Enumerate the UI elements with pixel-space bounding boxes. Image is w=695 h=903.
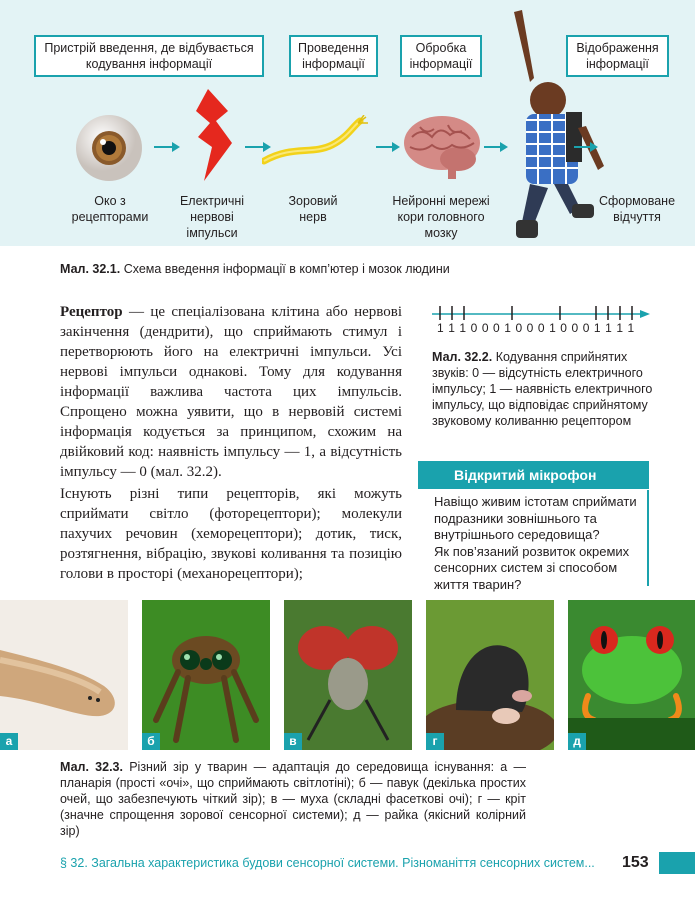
sensation-caption: Сформоване відчуття	[598, 194, 676, 224]
open-mic-title: Відкритий мікрофон	[418, 461, 649, 489]
page-number: 153	[622, 854, 649, 871]
question-1: Навіщо живим істотам сприймати подразники зовнішнього та внутрішнього середовища?	[434, 494, 637, 542]
mole-image	[426, 600, 554, 750]
display-box: Відображення інформації	[566, 35, 669, 77]
footer-section-title: § 32. Загальна характеристика будови сенсорної системи. Різноманіття сенсорних систем...	[60, 856, 595, 870]
conduct-box: Проведення інформації	[289, 35, 378, 77]
paragraph-receptor-types: Існують різні типи рецепторів, які можуть сприймати світло (фоторецептори); молекули пахучих речовин (хеморецептори); дотик, тиск, розтягнення, вібрацію, звукові коливання та позицію голови в просторі (механорецептори);	[60, 486, 402, 582]
open-mic-questions	[420, 490, 649, 592]
paragraph-receptor: Рецептор — це спеціалізована клітина або нервові закінчення (дендрити), що сприймають стимул і перетворюють його на електричні імпульси. Усі нервові імпульси однакові. Тому для кодування інформації важлива частота цих імпульсів. Спрощено можна уявити, що в нервовій системі інформація кодується за принципом, схожим на двійковий код: наявність імпульсу — 1, а відсутність імпульсу — 0 (мал. 32.2).	[60, 304, 402, 480]
photo-label-g: г	[426, 733, 444, 750]
fig-32-3-caption: Мал. 32.3. Різний зір у тварин — адаптація до середовища існування: а — планарія (прості «очі», що сприймають світлотіні); б — павук (декілька простих очей, що забезпечують чіткий зір); в — муха (складні фасеткові очі); г — кріт (значне спрощення зорової сенсорної системи); д — райка (якісний колірний зір)	[60, 760, 526, 838]
nerve-caption: Зоровий нерв	[288, 194, 338, 224]
optic-nerve-image	[262, 115, 370, 175]
photo-fly	[284, 600, 412, 750]
photo-spider	[142, 600, 270, 750]
fly-image	[284, 600, 412, 750]
photo-planarian	[0, 600, 128, 750]
process-box: Обробка інформації	[400, 35, 482, 77]
arrow-3	[376, 146, 394, 148]
frog-image	[568, 600, 695, 750]
arrow-1	[154, 146, 174, 148]
neural-caption: Нейронні мережі кори головного мозку	[392, 194, 490, 240]
photo-label-v: в	[284, 733, 302, 750]
page-tab	[659, 852, 695, 874]
eye-caption: Око з рецепторами	[71, 194, 149, 224]
photo-label-b: б	[142, 733, 160, 750]
question-2: Як пов’язаний розвиток окремих сенсорних систем зі способом життя тварин?	[434, 543, 630, 592]
photo-label-a: а	[0, 733, 18, 750]
binary-code: 1 1 1 0 0 0 1 0 0 0 1 0 0 0 1 1 1 1	[437, 321, 635, 335]
photo-label-d: д	[568, 733, 586, 750]
photo-frog	[568, 600, 695, 750]
fig-32-1-caption: Мал. 32.1. Схема введення інформації в комп’ютер і мозок людини	[60, 262, 450, 276]
eye-image	[74, 113, 144, 183]
photo-mole	[426, 600, 554, 750]
planarian-image	[0, 600, 128, 750]
fig-32-2-caption: Мал. 32.2. Кодування сприйнятих звуків: 0 — відсутність електричного імпульсу; 1 — наявність електричного імпульсу, що відповідає сприйнятому звуковому коливанню рецептором	[432, 350, 653, 428]
input-device-box: Пристрій введення, де відбувається кодування інформації	[34, 35, 264, 77]
brain-image	[402, 113, 482, 179]
lightning-icon	[194, 89, 234, 181]
term-receptor: Рецептор	[60, 304, 123, 320]
spider-image	[142, 600, 270, 750]
impulses-caption: Електричні нервові імпульси	[179, 194, 245, 240]
arrow-5	[574, 146, 592, 148]
impulse-timeline	[430, 302, 652, 322]
input-diagram	[0, 0, 695, 246]
